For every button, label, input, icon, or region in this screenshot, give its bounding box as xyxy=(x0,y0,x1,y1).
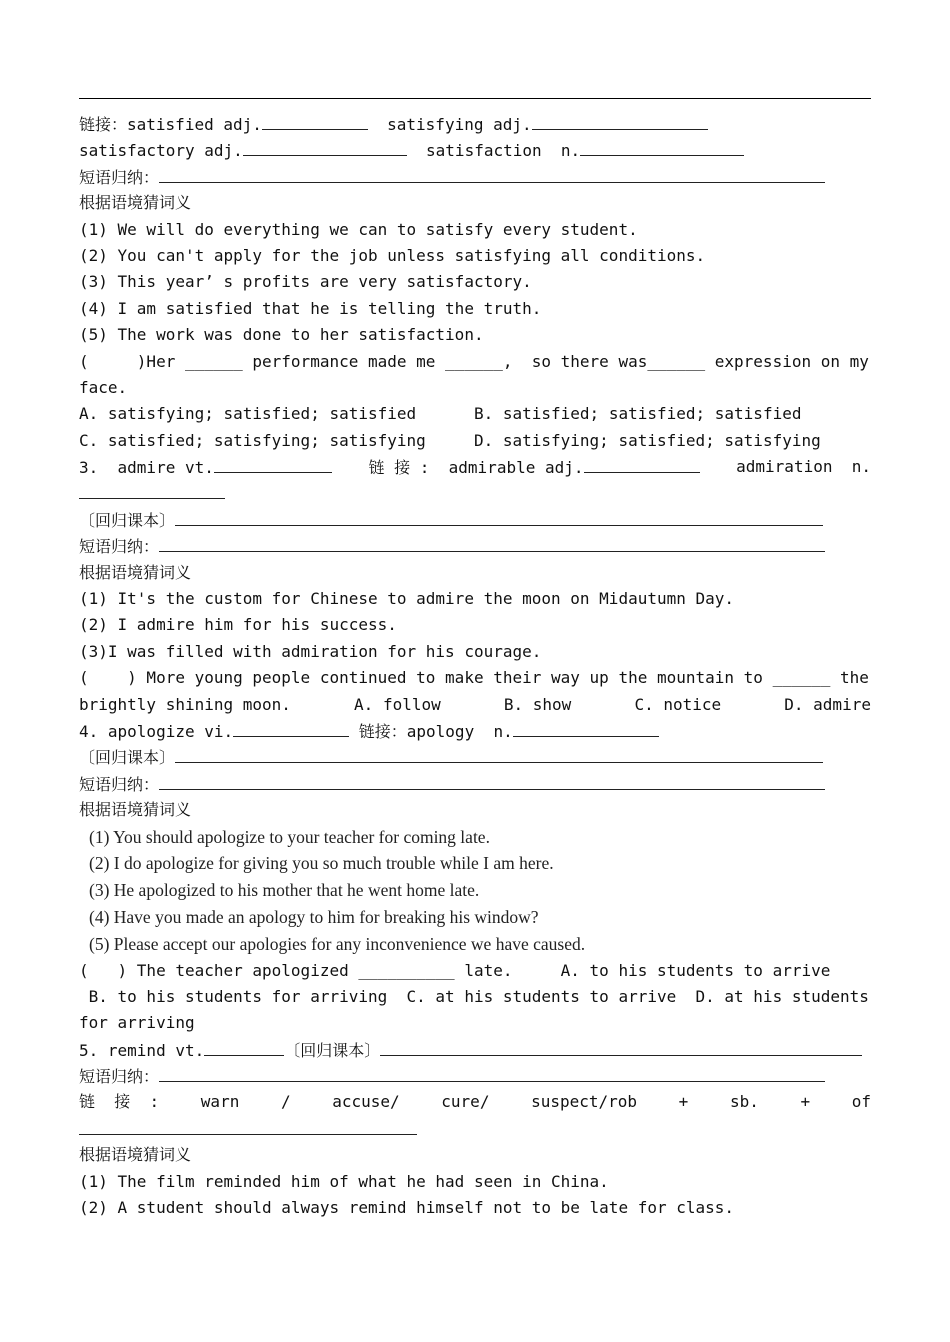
guess-title: 根据语境猜词义 xyxy=(79,562,192,582)
return-line: 〔回归课本〕 xyxy=(79,507,871,533)
example-sentence: (3)I was filled with admiration for his courage. xyxy=(79,641,542,661)
example-sentence: (5) Please accept our apologies for any inconvenience we have caused. xyxy=(89,933,586,954)
question-text: B. to his students for arriving C. at his students to arrive D. at his students xyxy=(79,986,869,1006)
example-sentence: (1) It's the custom for Chinese to admire the moon on Midautumn Day. xyxy=(79,589,735,609)
option-d[interactable]: D. satisfying; satisfied; satisfying xyxy=(473,430,821,450)
answer-blank[interactable] xyxy=(214,454,332,473)
question-text: ( )Her ______ performance made me ______, so there was______ expression on my xyxy=(79,351,869,371)
example-sentence: (2) I admire him for his success. xyxy=(79,615,397,635)
option-row: brightly shining moon. A. follow B. show C. notice D. admire xyxy=(79,692,871,718)
example-sentence: (2) I do apologize for giving you so much trouble while I am here. xyxy=(89,853,554,874)
continuation-blank xyxy=(79,1116,871,1142)
example-sentence: (3) He apologized to his mother that he went home late. xyxy=(89,880,480,901)
answer-blank[interactable] xyxy=(159,1063,825,1082)
return-line: 〔回归课本〕 xyxy=(79,744,871,770)
answer-blank[interactable] xyxy=(243,137,407,156)
link-line-1: 链接：satisfied adj. satisfying adj. xyxy=(79,111,871,137)
answer-blank[interactable] xyxy=(159,164,825,183)
question-text: ( ) More young people continued to make their way up the mountain to ______ the xyxy=(79,668,869,688)
answer-blank[interactable] xyxy=(262,111,368,130)
section-4-header: 4. apologize vi. 链接：apology n. xyxy=(79,718,871,744)
answer-blank[interactable] xyxy=(532,111,708,130)
section-5-header: 5. remind vt. 〔回归课本〕 xyxy=(79,1037,871,1063)
example-sentence: (4) Have you made an apology to him for breaking his window? xyxy=(89,906,539,927)
example-sentence: (2) You can't apply for the job unless satisfying all conditions. xyxy=(79,245,706,265)
example-sentence: (1) The film reminded him of what he had seen in China. xyxy=(79,1171,609,1191)
example-sentence: (5) The work was done to her satisfaction. xyxy=(79,325,484,345)
section-3-header: 3. admire vt. 链 接 : admirable adj. admiration n. xyxy=(79,454,871,480)
answer-blank[interactable] xyxy=(79,480,225,499)
example-sentence: (3) This year’ s profits are very satisfactory. xyxy=(79,272,532,292)
top-rule xyxy=(79,98,871,99)
phrase-line: 短语归纳： xyxy=(79,533,871,559)
answer-blank[interactable] xyxy=(79,1116,417,1135)
example-sentence: (1) You should apologize to your teacher for coming late. xyxy=(89,826,490,847)
option-d[interactable]: D. admire xyxy=(784,694,871,714)
guess-title: 根据语境猜词义 xyxy=(79,1145,192,1165)
guess-title: 根据语境猜词义 xyxy=(79,193,192,213)
phrase-line: 短语归纳： xyxy=(79,164,871,190)
example-sentence: (2) A student should always remind himself not to be late for class. xyxy=(79,1198,735,1218)
example-sentence: (1) We will do everything we can to satisfy every student. xyxy=(79,219,638,239)
phrase-line: 短语归纳： xyxy=(79,1063,871,1089)
question-text: for arriving xyxy=(79,1013,195,1033)
answer-blank[interactable] xyxy=(580,137,744,156)
link-prefix: 链接： xyxy=(79,115,128,134)
option-row xyxy=(79,401,871,427)
answer-blank[interactable] xyxy=(584,454,700,473)
link-line-2: satisfactory adj. satisfaction n. xyxy=(79,137,871,163)
example-sentence: (4) I am satisfied that he is telling the truth. xyxy=(79,298,542,318)
answer-blank[interactable] xyxy=(159,533,825,552)
option-a[interactable]: A. satisfying; satisfied; satisfied xyxy=(79,404,417,424)
answer-blank[interactable] xyxy=(175,744,823,763)
answer-blank[interactable] xyxy=(513,718,659,737)
option-c[interactable]: C. notice xyxy=(634,694,722,714)
answer-blank[interactable] xyxy=(204,1037,284,1056)
option-row xyxy=(79,428,871,454)
link-row: 链 接 : warn / accuse/ cure/ suspect/rob + sb. + of xyxy=(79,1092,871,1112)
phrase-line: 短语归纳： xyxy=(79,771,871,797)
answer-blank[interactable] xyxy=(233,718,349,737)
question-text: face. xyxy=(79,377,128,397)
continuation-blank xyxy=(79,480,871,506)
guess-title: 根据语境猜词义 xyxy=(79,800,192,820)
option-a[interactable]: A. follow xyxy=(354,694,441,714)
worksheet-page xyxy=(79,98,871,1221)
option-c[interactable]: C. satisfied; satisfying; satisfying xyxy=(79,430,426,450)
answer-blank[interactable] xyxy=(380,1037,862,1056)
question-text: ( ) The teacher apologized __________ late. A. to his students to arrive xyxy=(79,960,831,980)
answer-blank[interactable] xyxy=(159,771,825,790)
option-b[interactable]: B. show xyxy=(503,694,572,714)
answer-blank[interactable] xyxy=(175,507,823,526)
option-b[interactable]: B. satisfied; satisfied; satisfied xyxy=(473,404,802,424)
